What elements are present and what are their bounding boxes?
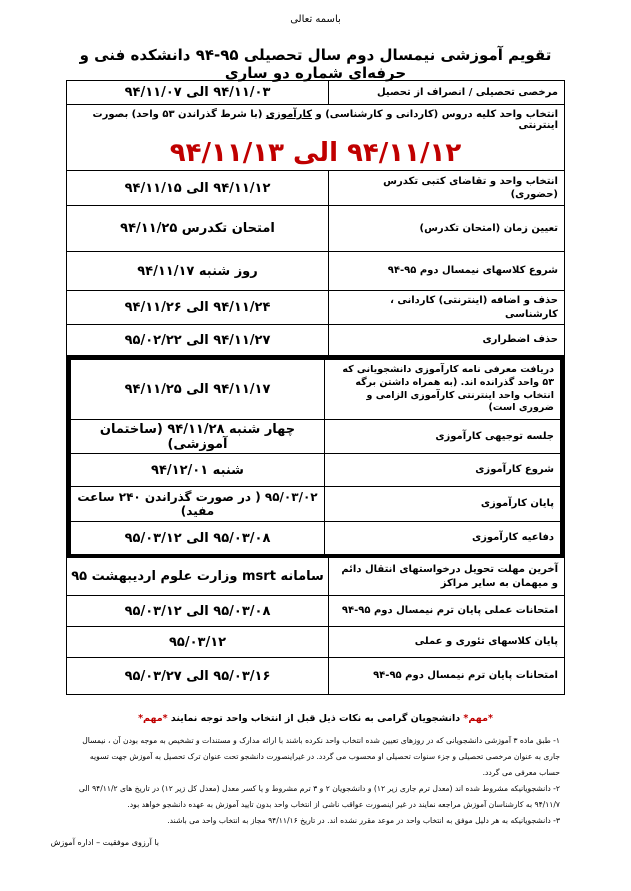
row-label: مرخصی تحصیلی / انصراف از تحصیل xyxy=(328,81,564,104)
notes-list xyxy=(76,733,560,829)
row-label: دفاعیه کارآموزی xyxy=(324,522,560,554)
row-value: ۹۴/۱۱/۱۲ الی ۹۴/۱۱/۱۵ xyxy=(124,180,271,196)
registration-dates: ۹۴/۱۱/۱۲ الی ۹۴/۱۱/۱۳ xyxy=(169,138,462,168)
table-row xyxy=(67,206,564,252)
row-value: شنبه ۹۴/۱۲/۰۱ xyxy=(151,462,244,478)
calendar-table xyxy=(66,80,565,695)
row-label: آخرین مهلت تحویل درخواستهای انتقال دائم و میهمان به سایر مراکز xyxy=(328,558,564,595)
table-row xyxy=(67,81,564,105)
row-label: امتحانات پایان ترم نیمسال دوم ۹۵-۹۴ xyxy=(328,658,564,694)
row-value: امتحان تکدرس ۹۴/۱۱/۲۵ xyxy=(120,221,275,236)
note-item: ۲- دانشجویانیکه مشروط شده اند (معدل ترم جاری زیر ۱۲) و دانشجویان ۲ و ۳ ترم مشروط و یا کسر معدل (معدل کل زیر ۱۲) در تاریخ های ۹۴/۱۱/۲ الی ۹۴/۱۱/۷ به کارشناسان آموزش مراجعه نمایند در غیر اینصورت عواقب ناشی از انتخاب واحد بدون تایید آموزش به عهده دانشجو خواهد بود. xyxy=(78,784,560,809)
row-label: انتخاب واحد و تقاضای کتبی تکدرس (حضوری) xyxy=(328,171,564,205)
row-value: ۹۵/۰۳/۰۲ ( در صورت گذراندن ۲۴۰ ساعت مفید) xyxy=(77,490,318,518)
row-value: روز شنبه ۹۴/۱۱/۱۷ xyxy=(137,263,258,279)
important-notice xyxy=(66,713,565,724)
row-label: شروع کلاسهای نیمسال دوم ۹۵-۹۴ xyxy=(328,252,564,290)
signature: با آرزوی موفقیت – اداره آموزش xyxy=(50,838,159,847)
table-row xyxy=(67,291,564,325)
important-text: دانشجویان گرامی به نکات ذیل قبل از انتخاب واحد توجه نمایند xyxy=(170,713,461,724)
important-tag-end: *مهم* xyxy=(138,713,168,724)
row-value: ۹۴/۱۱/۲۴ الی ۹۴/۱۱/۲۶ xyxy=(124,300,271,315)
table-row-internship xyxy=(67,420,564,454)
row-value: ۹۴/۱۱/۱۷ الی ۹۴/۱۱/۲۵ xyxy=(124,382,271,397)
table-row xyxy=(67,558,564,596)
row-label: شروع کارآموزی xyxy=(324,454,560,486)
row-label: انتخاب واحد کلیه دروس (کاردانی و کارشناسی) و کارآموزی (با شرط گذراندن ۵۳ واحد) بصورت اینترنتی xyxy=(92,109,558,131)
table-row xyxy=(67,252,564,291)
note-item: ۳- دانشجویانیکه به هر دلیل موفق به انتخاب واحد در موعد مقرر نشده اند. در تاریخ ۹۴/۱۱/۱۶ مجاز به انتخاب واحد می باشند. xyxy=(167,816,560,825)
row-value: ۹۵/۰۳/۰۸ الی ۹۵/۰۳/۱۲ xyxy=(124,603,271,619)
table-row xyxy=(67,596,564,627)
row-label: تعیین زمان (امتحان تکدرس) xyxy=(328,206,564,251)
row-value: چهار شنبه ۹۴/۱۱/۲۸ (ساختمان آموزشی) xyxy=(99,421,296,452)
table-row-internship xyxy=(67,454,564,487)
row-value: ۹۴/۱۱/۲۷ الی ۹۵/۰۲/۲۲ xyxy=(124,332,271,348)
row-label: پایان کارآموزی xyxy=(324,487,560,521)
note-item: ۱- طبق ماده ۳ آموزشی دانشجویانی که در روزهای تعیین شده انتخاب واحد نکرده باشند با ارائه مدارک و مستندات و تشخیص به موجه بودن آن ، نیمسال جاری به عنوان مرخصی تحصیلی و جزء سنوات تحصیلی او محسوب می گردد. در غیراینصورت دانشجو تحت عنوان ترک تحصیل به آموزش جهت تسویه حساب معرفی می گردد. xyxy=(82,736,560,777)
row-value: ۹۵/۰۳/۰۸ الی ۹۵/۰۳/۱۲ xyxy=(124,530,271,546)
table-row-internship xyxy=(67,487,564,522)
table-row xyxy=(67,627,564,658)
row-label: حذف اضطراری xyxy=(328,325,564,355)
row-label: حذف و اضافه (اینترنتی) کاردانی ، کارشناسی xyxy=(328,291,564,324)
document-title: تقویم آموزشی نیمسال دوم سال تحصیلی ۹۵-۹۴ دانشکده فنی و حرفه‌ای شماره دو ساری xyxy=(79,46,552,82)
table-row-internship xyxy=(67,356,564,420)
bismillah-heading: باسمه تعالی xyxy=(290,14,341,25)
row-label: امتحانات عملی پایان ترم نیمسال دوم ۹۵-۹۴ xyxy=(328,596,564,626)
row-value: ۹۵/۰۳/۱۶ الی ۹۵/۰۳/۲۷ xyxy=(124,668,271,684)
table-row-online-registration xyxy=(67,105,564,171)
row-label: دریافت معرفی نامه کارآموزی دانشجویانی که ۵۳ واحد گذرانده اند. (به همراه داشتن برگه انتخاب واحد اینترنتی کارآموزی الزامی و ضروری است) xyxy=(324,360,560,419)
important-tag: *مهم* xyxy=(463,713,493,724)
row-value: ۹۵/۰۳/۱۲ xyxy=(168,634,227,650)
row-label: پایان کلاسهای تئوری و عملی xyxy=(328,627,564,657)
row-label: جلسه توجیهی کارآموزی xyxy=(324,420,560,453)
row-value: ۹۴/۱۱/۰۳ الی ۹۴/۱۱/۰۷ xyxy=(124,85,271,100)
table-row xyxy=(67,171,564,206)
table-row-internship xyxy=(67,522,564,558)
row-value: سامانه msrt وزارت علوم اردیبهشت ۹۵ xyxy=(71,569,324,584)
table-row xyxy=(67,325,564,356)
table-row xyxy=(67,658,564,694)
